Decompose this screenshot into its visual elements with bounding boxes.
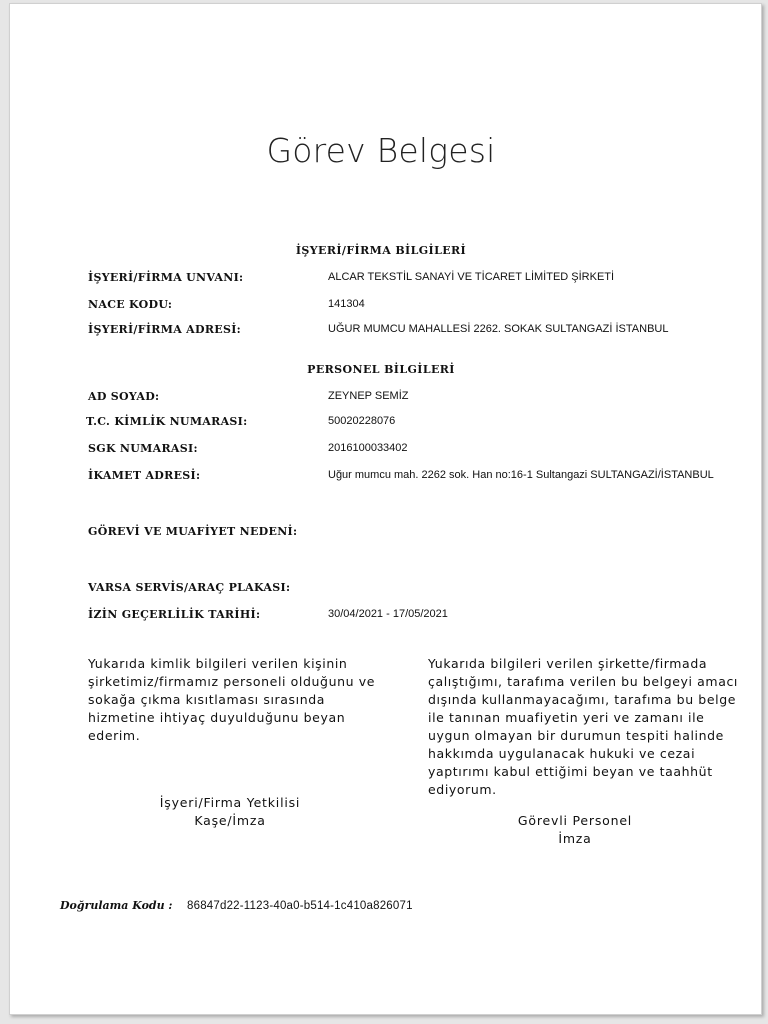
tc-id-value: 50020228076 xyxy=(328,415,396,427)
employee-signature-subtitle: İmza xyxy=(558,831,592,846)
employer-statement: Yukarıda kimlik bilgileri verilen kişinin şirketimiz/firmamız personeli olduğunu ve sokağa çıkma kısıtlaması sırasında hizmetine ihtiyaç duyulduğunu beyan ederim. xyxy=(88,656,376,743)
residence-address-label: İKAMET ADRESİ: xyxy=(88,469,201,482)
nace-code-value: 141304 xyxy=(328,298,365,310)
validity-date-value: 30/04/2021 - 17/05/2021 xyxy=(328,608,448,620)
employee-signature-block xyxy=(475,812,675,848)
residence-address-value: Uğur mumcu mah. 2262 sok. Han no:16-1 Sultangazi SULTANGAZİ/İSTANBUL xyxy=(328,469,714,481)
document-title: Görev Belgesi xyxy=(266,131,496,170)
nace-code-label: NACE KODU: xyxy=(88,298,173,311)
sgk-number-value: 2016100033402 xyxy=(328,442,408,454)
employer-signature-block xyxy=(130,794,330,830)
firm-address-value: UĞUR MUMCU MAHALLESİ 2262. SOKAK SULTANGAZİ İSTANBUL xyxy=(328,323,669,335)
duty-reason-label: GÖREVİ VE MUAFİYET NEDENİ: xyxy=(88,525,298,538)
employer-signature-subtitle: Kaşe/İmza xyxy=(194,813,266,828)
verification-code-value: 86847d22-1123-40a0-b514-1c410a826071 xyxy=(187,900,413,912)
employer-signature-title: İşyeri/Firma Yetkilisi xyxy=(159,795,301,810)
firm-name-label: İŞYERİ/FİRMA UNVANI: xyxy=(88,271,244,284)
verification-code-label: Doğrulama Kodu : xyxy=(60,899,173,912)
section-heading-personnel: PERSONEL BİLGİLERİ xyxy=(307,363,455,376)
document-page xyxy=(9,3,762,1015)
sgk-number-label: SGK NUMARASI: xyxy=(88,442,198,455)
firm-name-value: ALCAR TEKSTİL SANAYİ VE TİCARET LİMİTED ŞİRKETİ xyxy=(328,271,615,283)
firm-address-label: İŞYERİ/FİRMA ADRESİ: xyxy=(88,323,242,336)
employee-statement: Yukarıda bilgileri verilen şirkette/firmada çalıştığımı, tarafıma verilen bu belgeyi amacı dışında kullanmayacağımı, tarafıma bu belge ile tanınan muafiyetin yeri ve zamanı ile uygun olmayan bir durumun tespiti halinde hakkımda uygulanacak hukuki ve cezai yaptırımı kabul ettiğimi beyan ve taahhüt ediyorum. xyxy=(428,656,739,797)
vehicle-plate-label: VARSA SERVİS/ARAÇ PLAKASI: xyxy=(88,581,291,594)
section-heading-firm: İŞYERİ/FİRMA BİLGİLERİ xyxy=(295,244,467,257)
tc-id-label: T.C. KİMLİK NUMARASI: xyxy=(86,415,248,428)
employee-signature-title: Görevli Personel xyxy=(517,813,633,828)
validity-date-label: İZİN GEÇERLİLİK TARİHİ: xyxy=(88,608,261,621)
person-name-value: ZEYNEP SEMİZ xyxy=(328,390,409,402)
person-name-label: AD SOYAD: xyxy=(88,390,160,403)
